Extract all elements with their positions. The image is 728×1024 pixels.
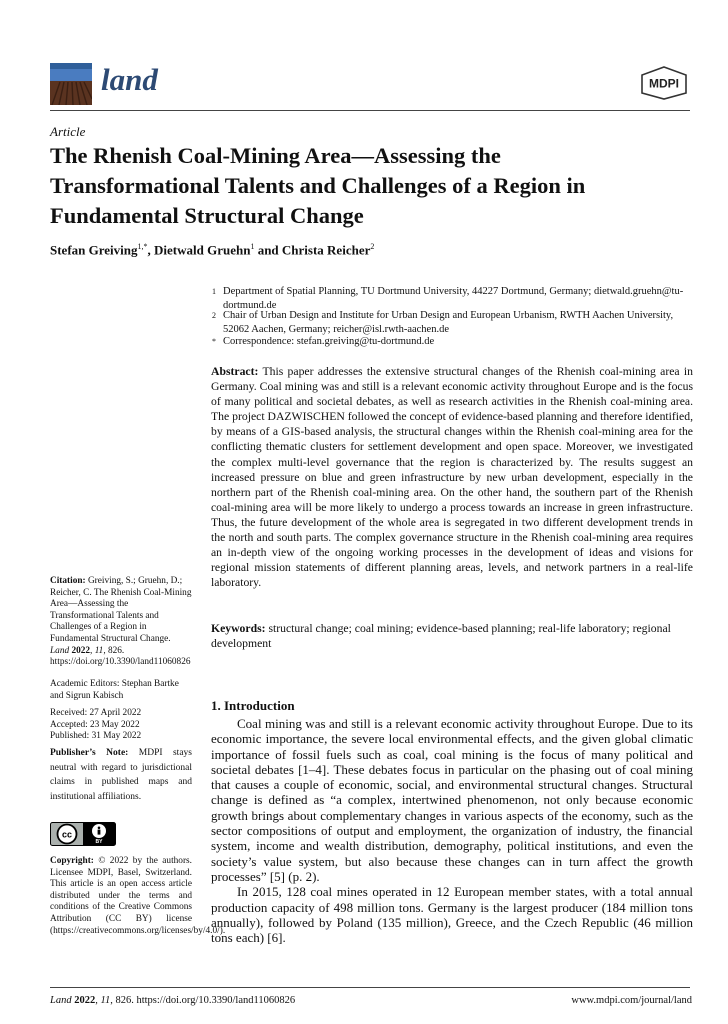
footer-doi[interactable]: , 826. https://doi.org/10.3390/land11060826 [110, 995, 296, 1006]
keywords [211, 621, 693, 651]
publisher-note-label: Publisher’s Note: [50, 748, 129, 758]
affiliation-marker: 1 [212, 287, 216, 296]
author-affiliation-marker: 1 [250, 242, 255, 251]
citation-journal: Land [50, 645, 70, 656]
author-separator: and [254, 242, 282, 258]
accepted-date: Accepted: 23 May 2022 [50, 719, 140, 730]
abstract-text: This paper addresses the extensive structural changes of the Rhenish coal-mining area in Germany. Coal mining was and still is a relevant economic activity throughout Europe and is the focus of many political and societal debates, as well as research activities in the Rhenish coal-mining area. The project DAZWISCHEN followed the concept of evidence-based planning and therefore identified, by means of a GIS-based analysis, the structural changes within the Rhenish coal-mining area for the conflicting thematic clusters for settlement development and open space. Moreover, we investigated the complex multi-level governance that the region is characterized by. The results suggest an increased pressure on blue and green infrastructure by new urban development, especially in the northern part of the Rhenish coal-mining area. On the other hand, the southern part of the Rhenish coal-mining area will be more likely to undergo a process towards an increase in green infrastructure. Thus, the future development of the whole area is segregated in two different development trends in the north and south parts. The complex governance structure in the Rhenish coal-mining area requires an in-depth view of the ongoing working processes in the development of ideas and visions for regional mission statements of different planning areas, levels, and network partners in a real-life laboratory. [211, 365, 693, 590]
citation-volume: 11 [94, 645, 104, 656]
page-title: The Rhenish Coal-Mining Area—Assessing the Transformational Talents and Challenges of a Region in Fundamental Structural Change [50, 143, 586, 228]
mdpi-logo-text: MDPI [649, 76, 679, 91]
footer-volume: 11 [100, 995, 111, 1006]
affiliation-text: Correspondence: stefan.greiving@tu-dortmund.de [223, 336, 435, 347]
svg-text:cc: cc [61, 829, 73, 840]
author-name: Stefan Greiving [50, 242, 138, 258]
affiliation-text: Department of Spatial Planning, TU Dortmund University, 44227 Dortmund, Germany; dietwald.gruehn@tu-dortmund.de [223, 286, 684, 311]
journal-name: land [101, 62, 158, 97]
keywords-label: Keywords: [211, 622, 266, 635]
citation-year: 2022 [69, 645, 91, 656]
affiliation-marker: * [212, 337, 216, 346]
publisher-note [50, 746, 192, 805]
author-affiliation-marker: 2 [370, 242, 375, 251]
copyright-block [50, 856, 226, 937]
author-name: Dietwald Gruehn [154, 242, 251, 258]
footer-citation [50, 995, 295, 1006]
citation-label: Citation: [50, 576, 86, 586]
header-rule [50, 110, 690, 111]
author-separator: , [147, 242, 155, 258]
footer-year: 2022 [71, 995, 96, 1006]
published-date: Published: 31 May 2022 [50, 731, 142, 742]
affiliation-marker: 2 [212, 311, 216, 320]
author-affiliation-marker: 1,* [137, 242, 148, 251]
publication-dates [50, 708, 192, 743]
citation-doi[interactable]: , 826. https://doi.org/10.3390/land11060826 [50, 645, 191, 668]
footer-separator: , [95, 995, 101, 1006]
introduction-body [211, 716, 693, 945]
academic-editors-text: Academic Editors: Stephan Bartke and Sigrun Kabisch [50, 679, 179, 701]
citation-text: Greiving, S.; Gruehn, D.; Reicher, C. The Rhenish Coal-Mining Area—Assessing the Transformational Talents and Challenges of a Region in Fundamental Structural Change. [50, 576, 192, 644]
author-name: Christa Reicher [281, 242, 371, 258]
license-badge-label: BY [95, 839, 103, 845]
author-list [50, 242, 650, 258]
abstract-label: Abstract: [211, 365, 259, 378]
cc-by-license-icon[interactable] [50, 822, 116, 846]
academic-editors [50, 679, 192, 702]
footer-rule [50, 987, 690, 988]
body-paragraph: In 2015, 128 coal mines operated in 12 European member states, with a total annual production capacity of 498 million tons. Germany is the largest producer (184 million tons annually), followed by Poland (135 million), Greece, and the Czech Republic (46 million tons each) [6]. [211, 884, 693, 946]
land-field-logo-icon [50, 63, 92, 105]
footer-journal-url[interactable]: www.mdpi.com/journal/land [571, 995, 692, 1006]
publisher-note-text: MDPI stays neutral with regard to jurisdictional claims in published maps and institutional affiliations. [50, 748, 192, 803]
section-heading: 1. Introduction [211, 698, 295, 713]
body-paragraph: Coal mining was and still is a relevant economic activity throughout Europe. Due to its economic importance, the severe local environmental effects, and the given global climatic importance of fossil fuels such as coal, coal mining is the focus of many political and societal debates [1–4]. These debates focus in particular on the phasing out of coal mining that causes a couple of economic, social, and environmental structural changes. Structural change is defined as “a complex, intertwined phenomenon, not only because economic growth brings about complementary changes in various aspects of the economy, such as the sector compositions of output and employment, the organization of industry, the financial system, income and wealth distribution, demography, political institutions, and even the society’s value system, but also because these changes can in turn affect the growth processes” [5] (p. 2). [211, 716, 693, 884]
copyright-text: © 2022 by the authors. Licensee MDPI, Basel, Switzerland. This article is an open access article distributed under the terms and conditions of the Creative Commons Attribution (CC BY) license (https://creativecommons.org/licenses/by/4.0/). [50, 856, 226, 936]
abstract [211, 364, 693, 590]
citation-block [50, 576, 192, 669]
article-type: Article [50, 124, 86, 139]
affiliation-text: Chair of Urban Design and Institute for Urban Design and European Urbanism, RWTH Aachen University, 52062 Aachen, Germany; reicher@isl.rwth-aachen.de [223, 310, 674, 335]
footer-journal: Land [50, 995, 72, 1006]
received-date: Received: 27 April 2022 [50, 708, 142, 718]
keywords-text: structural change; coal mining; evidence-based planning; real-life laboratory; regional development [211, 622, 671, 651]
citation-separator: , [90, 645, 95, 656]
copyright-label: Copyright: [50, 856, 94, 866]
mdpi-logo-icon [639, 66, 689, 100]
